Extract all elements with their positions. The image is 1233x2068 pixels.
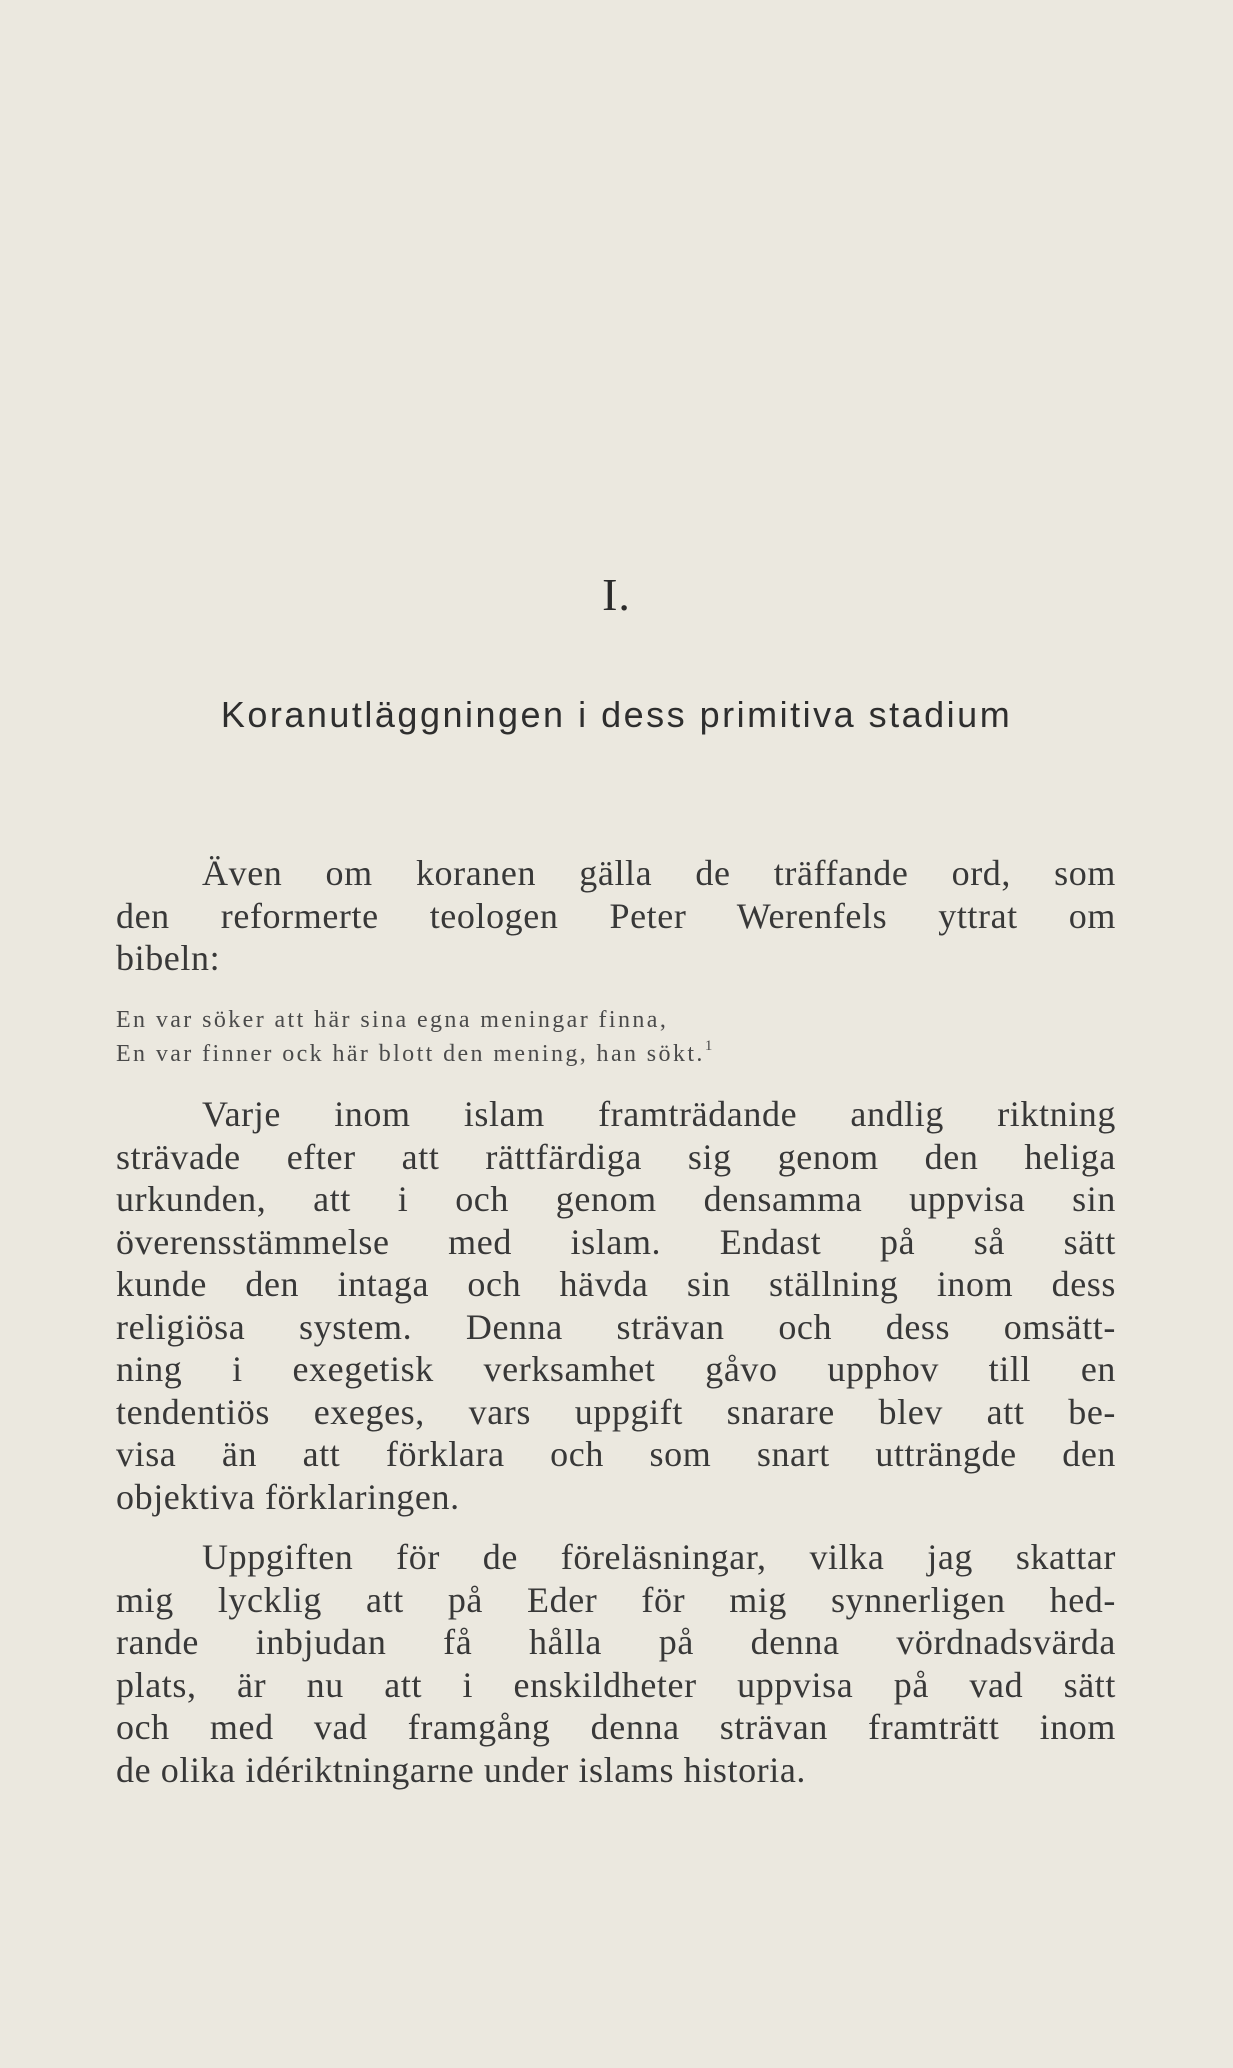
verse-line <box>116 1037 1116 1071</box>
text-line: tendentiös exeges, vars uppgift snarare blev att be- <box>116 1391 1116 1432</box>
text-line: Även om koranen gälla de träffande ord, som <box>202 853 1116 893</box>
paragraph-main <box>116 1093 1116 1518</box>
text-line: strävade efter att rättfärdiga sig genom den heliga <box>116 1136 1116 1177</box>
text-line: den reformerte teologen Peter Werenfels yttrat om <box>116 895 1116 936</box>
text-line: rande inbjudan få hålla på denna vördnadsvärda <box>116 1622 1116 1662</box>
text-line: och med vad framgång denna strävan framträtt inom <box>116 1707 1116 1747</box>
text-line: kunde den intaga och hävda sin ställning inom dess <box>116 1264 1116 1304</box>
paragraph-intro <box>116 852 1116 980</box>
text-line: plats, är nu att i enskildheter uppvisa på vad sätt <box>116 1664 1116 1705</box>
text-line: de olika idériktningarne under islams historia. <box>116 1749 807 1790</box>
text-line: överensstämmelse med islam. Endast på så sätt <box>116 1221 1116 1262</box>
text-line: urkunden, att i och genom densamma uppvisa sin <box>116 1179 1116 1219</box>
text-line: visa än att förklara och som snart utträngde den <box>116 1434 1116 1474</box>
paragraph-purpose <box>116 1536 1116 1791</box>
footnote-mark: 1 <box>704 1038 713 1054</box>
verse-quote <box>116 1003 1116 1071</box>
chapter-number: I. <box>602 569 631 620</box>
chapter-title: Koranutläggningen i dess primitiva stadium <box>220 694 1013 735</box>
verse-line-text: En var finner ock här blott den mening, han sökt. <box>116 1041 705 1067</box>
text-line: bibeln: <box>116 938 221 978</box>
text-line: objektiva förklaringen. <box>116 1476 460 1517</box>
text-line: Varje inom islam framträdande andlig riktning <box>202 1094 1116 1134</box>
text-line: Uppgiften för de föreläsningar, vilka jag skattar <box>202 1537 1116 1577</box>
text-line: mig lycklig att på Eder för mig synnerligen hed- <box>116 1579 1116 1620</box>
text-line: ning i exegetisk verksamhet gåvo upphov till en <box>116 1349 1116 1389</box>
verse-line: En var söker att här sina egna meningar finna, <box>116 1007 669 1033</box>
text-line: religiösa system. Denna strävan och dess omsätt- <box>116 1306 1116 1347</box>
